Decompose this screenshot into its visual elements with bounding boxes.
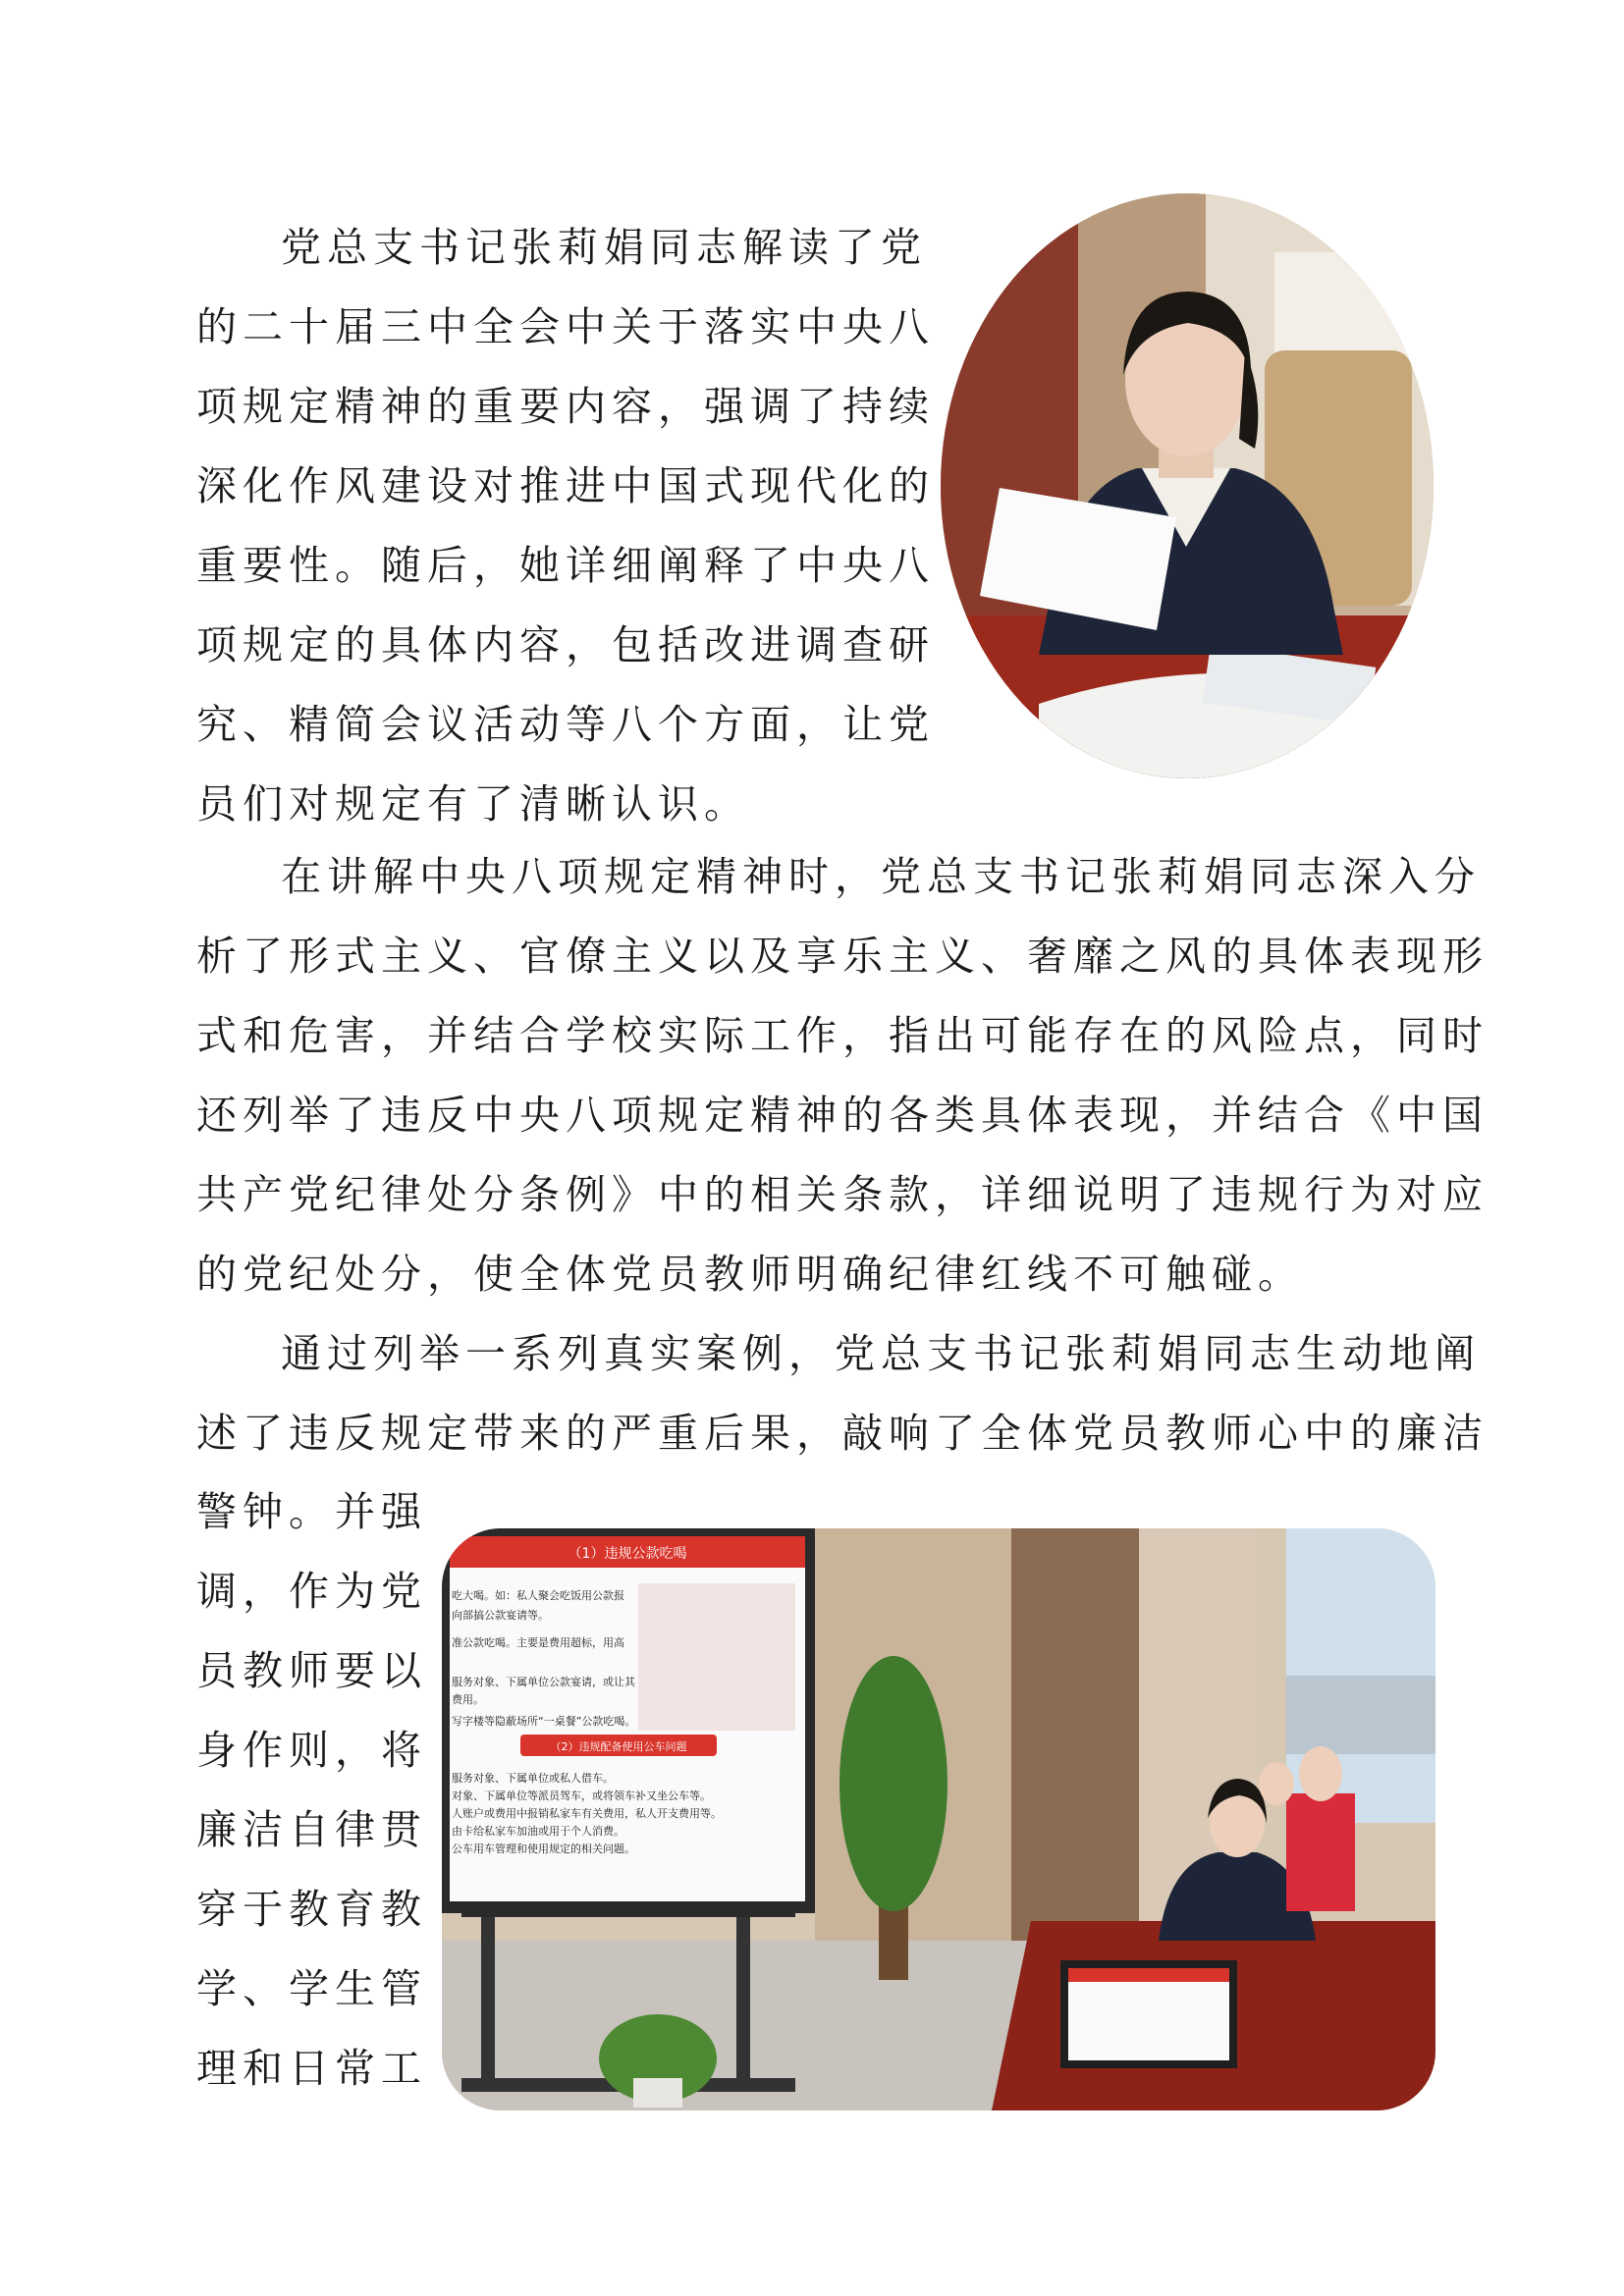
paragraph-line: 学、学生管 [196,1965,427,2012]
paragraph-line: 析了形式主义、官僚主义以及享乐主义、奢靡之风的具体表现形 [196,933,1489,980]
paragraph-line: 穿于教育教 [196,1886,427,1933]
paragraph-line: 还列举了违反中央八项规定精神的各类具体表现，并结合《中国 [196,1092,1489,1139]
paragraph-line: 通过列举一系列真实案例，党总支书记张莉娟同志生动地阐 [281,1330,1481,1377]
paragraph-line: 项规定精神的重要内容，强调了持续 [196,383,935,430]
paragraph-line: 理和日常工 [196,2045,427,2092]
screen-line: 吃大喝。如：私人聚会吃饭用公款报 [452,1589,624,1602]
screen-line: 费用。 [452,1693,484,1706]
screen-line: 准公款吃喝。主要是费用超标，用高 [452,1636,624,1649]
screen-line: 由卡给私家车加油或用于个人消费。 [452,1825,624,1838]
paragraph-line: 员们对规定有了清晰认识。 [196,780,750,828]
paragraph-line: 究、精简会议活动等八个方面，让党 [196,701,935,748]
paragraph-line: 深化作风建设对推进中国式现代化的 [196,462,935,509]
screen-line: 对象、下属单位等派员驾车，或将领车补又坐公车等。 [452,1789,711,1802]
paragraph-line: 调，作为党 [196,1568,427,1615]
paragraph-line: 共产党纪律处分条例》中的相关条款，详细说明了违规行为对应 [196,1171,1489,1218]
portrait-illustration [941,193,1434,778]
paragraph-line: 员教师要以 [196,1647,427,1694]
paragraph-line: 项规定的具体内容，包括改进调查研 [196,621,935,668]
paragraph-line: 廉洁自律贯 [196,1806,427,1853]
portrait-photo [941,193,1434,778]
meeting-illustration [442,1528,1435,2110]
paragraph-4 [196,1472,432,2109]
screen-line: 向部搞公款宴请等。 [452,1609,549,1622]
paragraph-line: 的二十届三中全会中关于落实中央八 [196,303,935,350]
paragraph-3 [196,1314,1489,1473]
paragraph-line: 党总支书记张莉娟同志解读了党 [281,224,927,271]
paragraph-line: 警钟。并强 [196,1488,427,1535]
screen-header-1: （1）违规公款吃喝 [568,1546,687,1562]
screen-line: 写字楼等隐蔽场所“一桌餐”公款吃喝。 [452,1715,636,1728]
paragraph-line: 的党纪处分，使全体党员教师明确纪律红线不可触碰。 [196,1251,1304,1298]
paragraph-line: 重要性。随后，她详细阐释了中央八 [196,542,935,589]
screen-line: 公车用车管理和使用规定的相关问题。 [452,1842,635,1855]
screen-line: 服务对象、下属单位公款宴请，或让其 [452,1676,635,1688]
screen-header-2: （2）违规配备使用公车问题 [550,1740,687,1753]
paragraph-line: 身作则，将 [196,1727,427,1774]
screen-line: 人账户或费用中报销私家车有关费用，私人开支费用等。 [452,1807,722,1820]
paragraph-line: 在讲解中央八项规定精神时，党总支书记张莉娟同志深入分 [281,853,1481,900]
paragraph-line: 式和危害，并结合学校实际工作，指出可能存在的风险点，同时 [196,1012,1489,1059]
paragraph-line: 述了违反规定带来的严重后果，敲响了全体党员教师心中的廉洁 [196,1410,1489,1457]
screen-line: 服务对象、下属单位或私人借车。 [452,1772,614,1785]
paragraph-2 [196,837,1489,1314]
meeting-photo [442,1528,1435,2110]
paragraph-1 [196,208,935,844]
